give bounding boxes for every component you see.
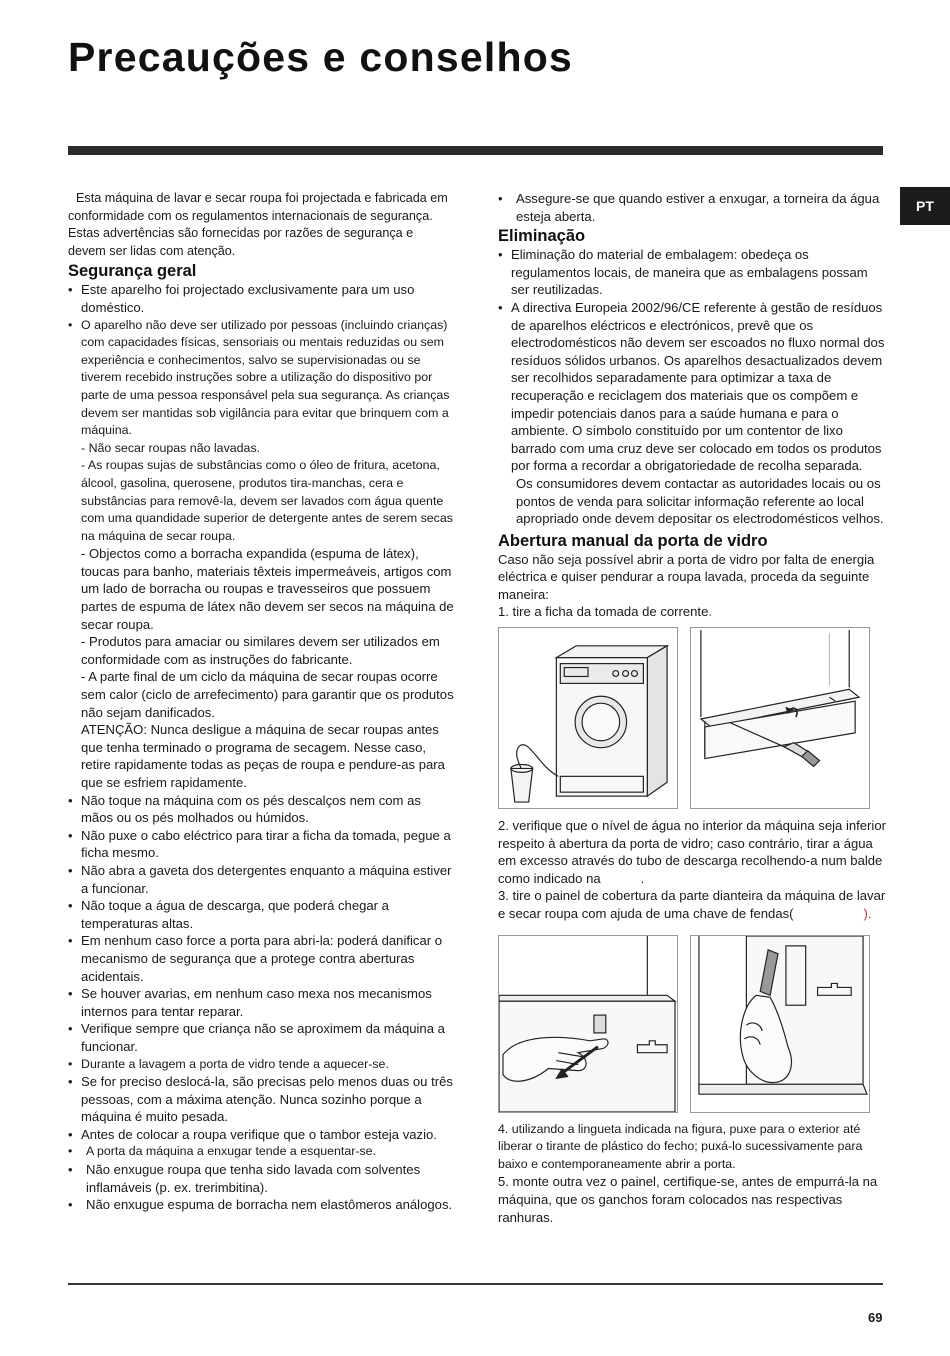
- list-item: • Se houver avarias, em nenhum caso mexa nos mecanismos internos para tentar reparar.: [68, 985, 454, 1020]
- list-item: • Não puxe o cabo eléctrico para tirar a ficha da tomada, pegue a ficha mesmo.: [68, 827, 454, 862]
- step-4: 4. utilizando a lingueta indicada na figura, puxe para o exterior até liberar o tirante de plástico do fecho; puxá-lo sucessivamente para baixo e contemporaneamente abrir a porta.: [498, 1121, 863, 1171]
- washing-machine-illustration: [499, 628, 677, 808]
- figure-pull-tab: [498, 935, 678, 1113]
- sub-item: - Objectos como a borracha expandida (espuma de látex), toucas para banho, materiais têxteis impermeáveis, artigos com um lado de borracha ou roupas e travesseiros que possuem partes de espuma de látex não devem ser secos na máquina de secar roupa.: [81, 546, 454, 632]
- list-item: • Este aparelho foi projectado exclusivamente para um uso doméstico.: [68, 281, 454, 316]
- bottom-divider: [68, 1283, 883, 1285]
- list-item: • Se for preciso deslocá-la, são precisas pelo menos duas ou três pessoas, com a máxima atenção. Nunca sozinho porque a máquina é muito pesada.: [68, 1073, 454, 1126]
- list-item: • Não enxugue roupa que tenha sido lavada com solventes inflamáveis (p. ex. trerimbitina).: [68, 1161, 454, 1196]
- step-1-end: .: [708, 604, 712, 620]
- list-item: • Antes de colocar a roupa verifique que o tambor esteja vazio.: [68, 1126, 454, 1144]
- intro-paragraph: Esta máquina de lavar e secar roupa foi projectada e fabricada em conformidade com os regulamentos internacionais de segurança. Estas advertências são fornecidas por razões de segurança e devem ser lidas com atenção.: [68, 191, 448, 258]
- list-item: • Eliminação do material de embalagem: obedeça os regulamentos locais, de maneira que as embalagens possam ser reutilizadas.: [498, 246, 886, 299]
- list-item: • Assegure-se que quando estiver a enxugar, a torneira da água esteja aberta.: [498, 190, 886, 225]
- list-item: • Não abra a gaveta dos detergentes enquanto a máquina estiver a funcionar.: [68, 862, 454, 897]
- list-item-text: • O aparelho não deve ser utilizado por pessoas (incluindo crianças) com capacidades físicas, sensoriais ou mentais reduzidas ou sem experiência e conhecimentos, salvo se supervisionadas ou se tiverem recebido instruções sobre a utilização do dispositivo por parte de uma pessoa responsável pela sua segurança. As crianças devem ser mantidas sob vigilância para evitar que brinquem com a máquina.: [81, 317, 450, 438]
- step-2-end: .: [640, 870, 645, 886]
- sub-item: - Produtos para amaciar ou similares devem ser utilizados em conformidade com as instruções do fabricante.: [81, 634, 440, 667]
- figure-open-door: [690, 935, 870, 1113]
- list-item: • Não enxugue espuma de borracha nem elastômeros análogos.: [68, 1196, 454, 1214]
- step-3-end: ).: [863, 906, 872, 922]
- step-5: 5. monte outra vez o painel, certifique-se, antes de empurrá-la na máquina, que os ganchos foram colocados nas respectivas ranhuras.: [498, 1174, 878, 1225]
- sub-item: - As roupas sujas de substâncias como o óleo de fritura, acetona, álcool, gasolina, querosene, produtos tira-manchas, cera e substâncias para removê-la, devem ser lavados com água quente com uma quandidade superior de detergente antes de serem secas na máquina de secar roupa.: [81, 458, 453, 543]
- page-number: 69: [868, 1310, 883, 1325]
- panel-screwdriver-illustration: [691, 628, 869, 808]
- right-column: [498, 190, 886, 1226]
- title-divider: [68, 146, 883, 155]
- safety-list: [68, 281, 454, 1213]
- figure-row-1: [498, 627, 886, 809]
- figure-row-2: [498, 935, 886, 1113]
- door-intro: Caso não seja possível abrir a porta de vidro por falta de energia eléctrica e quiser pendurar a roupa lavada, proceda da seguinte maneira:: [498, 551, 875, 602]
- list-item-text: • A directiva Europeia 2002/96/CE referente à gestão de resíduos de aparelhos eléctricos e electrónicos, prevê que os electrodomésticos não devem ser escoados no fluxo normal dos resíduos sólidos urbanos. Os aparelhos desactualizados devem ser recolhidos separadamente para optimizar a taxa de recuperação e reciclagem dos materiais que os compõem e impedir potenciais danos para a saúde humana e para o ambiente. O símbolo constituído por um contentor de lixo barrado com uma cruz deve ser colocado em todos os produtos por forma a recordar a obrigatoriedade de recolha separada.: [511, 299, 885, 474]
- step-1: [498, 603, 886, 621]
- left-column: [68, 190, 454, 1214]
- warning-text: ATENÇÃO: Nunca desligue a máquina de secar roupas antes que tenha terminado o programa de secagem. Nesse caso, retire rapidamente todas as peças de roupa e pendure-as para que se esfriem rapidamente.: [81, 722, 445, 790]
- sub-item: - Não secar roupas não lavadas.: [81, 440, 261, 455]
- list-item: • Em nenhum caso force a porta para abri-la: poderá danificar o mecanismo de segurança que a protege contra aberturas acidentais.: [68, 932, 454, 985]
- tap-list: [498, 190, 886, 225]
- language-tab: PT: [900, 187, 950, 225]
- heading-disposal: Eliminação: [498, 227, 586, 246]
- list-item: • Durante a lavagem a porta de vidro tende a aquecer-se.: [68, 1056, 454, 1074]
- list-item-text: Os consumidores devem contactar as autoridades locais ou os pontos de venda para solicitar informação referente ao local apropriado onde devem depositar os electrodomésticos velhos.: [516, 475, 884, 527]
- step-2: [498, 817, 886, 887]
- list-item: [498, 299, 886, 528]
- figure-panel-screwdriver: [690, 627, 870, 809]
- heading-general-safety: Segurança geral: [68, 262, 197, 281]
- list-item: [68, 317, 454, 792]
- page-title: Precauções e conselhos: [68, 34, 573, 80]
- heading-manual-door: Abertura manual da porta de vidro: [498, 531, 768, 550]
- step-2-text: 2. verifique que o nível de água no interior da máquina seja inferior respeito à abertura da porta de vidro; caso contrário, tirar a água em excesso através do tubo de descarga recolhendo-a num balde como indicado na: [498, 818, 886, 886]
- step-1-text: 1. tire a ficha da tomada de corrente: [498, 604, 709, 620]
- step-3: [498, 887, 886, 922]
- sub-item: - A parte final de um ciclo da máquina de secar roupas ocorre sem calor (ciclo de arrefecimento) para garantir que os produtos não sejam danificados.: [81, 669, 454, 720]
- disposal-list: [498, 246, 886, 528]
- list-item: • Não toque na máquina com os pés descalços nem com as mãos ou os pés molhados ou húmidos.: [68, 792, 454, 827]
- list-item: • Verifique sempre que criança não se aproximem da máquina a funcionar.: [68, 1020, 454, 1055]
- pull-tab-illustration: [499, 936, 677, 1112]
- list-item: • Não toque a água de descarga, que poderá chegar a temperaturas altas.: [68, 897, 454, 932]
- step-3-text: 3. tire o painel de cobertura da parte dianteira da máquina de lavar e secar roupa com ajuda de uma chave de fendas(: [498, 888, 886, 922]
- list-item: • A porta da máquina a enxugar tende a esquentar-se.: [68, 1143, 454, 1161]
- figure-machine-drain: [498, 627, 678, 809]
- open-door-illustration: [691, 936, 869, 1112]
